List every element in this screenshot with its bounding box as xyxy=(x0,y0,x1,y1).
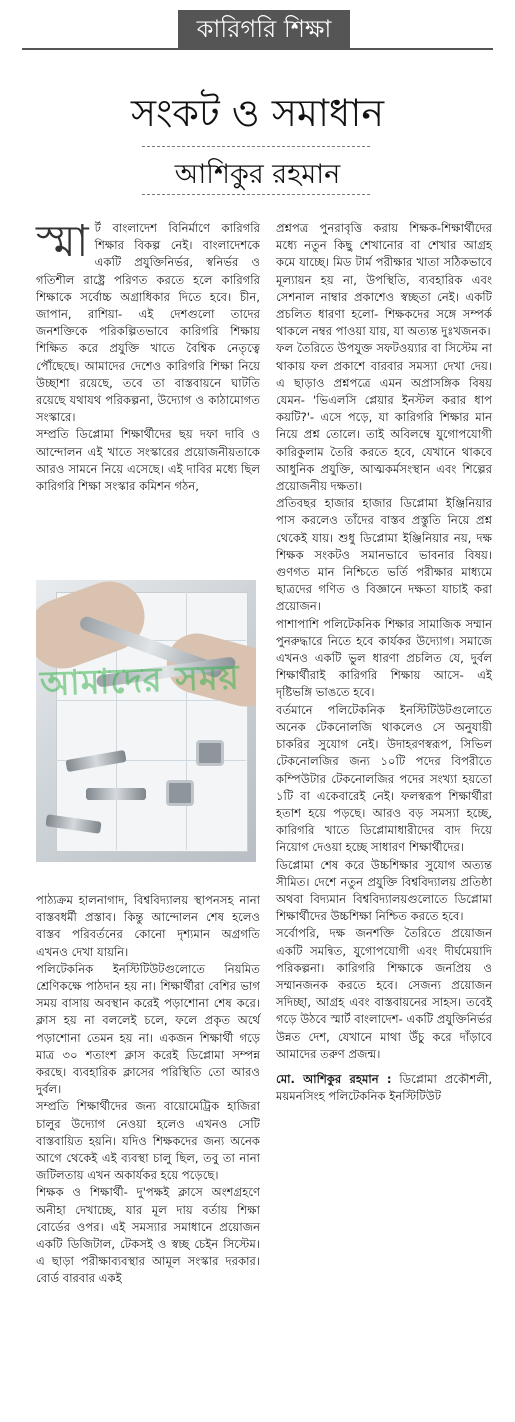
paragraph: প্রতিবছর হাজার হাজার ডিপ্লোমা ইঞ্জিনিয়ার পাস করলেও তাঁদের বাস্তব প্রস্তুতি নিয়ে প্রশ্ন থেকেই যায়। শুধু ডিপ্লোমা ইঞ্জিনিয়ার নয়, দক্ষ শিক্ষক সংকটও সমানভাবে ভাবনার বিষয়। গুণগত মান নিশ্চিতে ভর্তি পরীক্ষার মাধ্যমে ছাত্রদের গণিত ও বিজ্ঞানে দক্ষতা যাচাই করা প্রয়োজন। xyxy=(276,496,492,614)
left-column-bottom xyxy=(36,892,260,1288)
paragraph: প্রশ্নপত্র পুনরাবৃত্তি করায় শিক্ষক-শিক্ষার্থীদের মধ্যে নতুন কিছু শেখানোর বা শেখার আগ্রহ কমে যাচ্ছে। মিড টার্ম পরীক্ষার খাতা সঠিকভাবে মূল্যায়ন হয় না, উপস্থিতি, ব্যবহারিক এবং সেশনাল নাম্বার প্রকাশেও স্বচ্ছতা নেই। একটি প্রচলিত ধারণা হলো- শিক্ষকদের সঙ্গে সম্পর্ক থাকলে নম্বর পাওয়া যায়, যা অত্যন্ত দুঃখজনক। xyxy=(276,221,492,339)
paragraph: সর্বোপরি, দক্ষ জনশক্তি তৈরিতে প্রয়োজন একটি সমন্বিত, যুগোপযোগী এবং দীর্ঘমেয়াদি পরিকল্পনা। কারিগরি শিক্ষাকে জনপ্রিয় ও সম্মানজনক করতে হবে। সেজন্য প্রয়োজন সদিচ্ছা, আগ্রহ এবং বাস্তবায়নের সাহস। তবেই গড়ে উঠবে স্মার্ট বাংলাদেশ- একটি প্রযুক্তিনির্ভর উন্নত দেশ, যেখানে মাথা উঁচু করে দাঁড়াবে আমাদের তরুণ প্রজন্ম। xyxy=(276,926,492,1061)
nut-icon xyxy=(166,780,194,806)
author-divider-bottom xyxy=(142,194,370,195)
author-bio-text: ডিপ্লোমা প্রকৌশলী, ময়মনসিংহ পলিটেকনিক ইনস্টিটিউট xyxy=(276,1071,493,1104)
paragraph: বর্তমানে পলিটেকনিক ইনস্টিটিউটগুলোতে অনেক টেকনোলজি থাকলেও সে অনুযায়ী চাকরির সুযোগ নেই। উদাহরণস্বরূপ, সিভিল টেকনোলজির জন্য ১০টি পদের বিপরীতে কম্পিউটার টেকনোলজির পদের সংখ্যা হয়তো ১টি বা একেবারেই নেই। ফলস্বরূপ শিক্ষার্থীরা হতাশ হয়ে পড়ছে। আরও বড় সমস্যা হচ্ছে, কারিগরি খাতে ডিপ্লোমাধারীদের বাদ দিয়ে নিয়োগ দেওয়া হচ্ছে সাধারণ শিক্ষার্থীদের। xyxy=(276,702,492,855)
paragraph: শিক্ষক ও শিক্ষার্থী- দু'পক্ষই ক্লাসে অংশগ্রহণে অনীহা দেখাচ্ছে, যার মূল দায় বর্তায় শিক্ষা বোর্ডের ওপর। এই সমস্যার সমাধানে প্রয়োজন একটি ডিজিটাল, টেকসই ও স্বচ্ছ চেইন সিস্টেম। এ ছাড়া পরীক্ষাব্যবস্থার আমূল সংস্কার দরকার। বোর্ড বারবার একই xyxy=(36,1185,260,1286)
section-tag: কারিগরি শিক্ষা xyxy=(178,10,350,48)
author-bio xyxy=(276,1071,492,1105)
paragraph: পলিটেকনিক ইনস্টিটিউটগুলোতে নিয়মিত শ্রেণিকক্ষে পাঠদান হয় না। শিক্ষার্থীরা বেশির ভাগ সময় বাসায় অবস্থান করেই পড়াশোনা শেষ করে। ক্লাস হয় না বললেই চলে, ফলে প্রকৃত অর্থে পড়াশোনা তেমন হয় না। একজন শিক্ষার্থী গড়ে মাত্র ৩০ শতাংশ ক্লাস করেই ডিপ্লোমা সম্পন্ন করছে। ব্যবহারিক ক্লাসের পরিস্থিতি তো আরও দুর্বল। xyxy=(36,961,260,1097)
author-bio-name: মো. আশিকুর রহমান : xyxy=(276,1071,392,1086)
article-title: সংকট ও সমাধান xyxy=(130,91,385,135)
watermark-logo: আমাদের সময় xyxy=(39,657,241,705)
paragraph: ফল তৈরিতে উপযুক্ত সফটওয়্যার বা সিস্টেম না থাকায় ফল প্রকাশে বারবার সমস্যা দেখা দেয়। এ ছাড়াও প্রশ্নপত্রে এমন অপ্রাসঙ্গিক বিষয় যেমন- 'ভিএলসি প্লেয়ার ইনস্টল করার ধাপ কয়টি?'- এসে পড়ে, যা কারিগরি শিক্ষার মান নিয়ে প্রশ্ন তোলে। তাই অবিলম্বে যুগোপযোগী কারিকুলাম তৈরি করতে হবে, যেখানে থাকবে আধুনিক প্রযুক্তি, আত্মকর্মসংস্থান এবং শিল্পের প্রয়োজনীয় দক্ষতা। xyxy=(276,341,492,494)
author-divider-top xyxy=(142,146,370,147)
paragraph: সম্প্রতি শিক্ষার্থীদের জন্য বায়োমেট্রিক হাজিরা চালুর উদ্যোগ নেওয়া হলেও এখনও সেটি বাস্তবায়িত হয়নি। যদিও শিক্ষকদের জন্য অনেক আগে থেকেই এই ব্যবস্থা চালু ছিল, তবু তা নানা জটিলতায় এখন অকার্যকর হয়ে পড়েছে। xyxy=(36,1099,260,1183)
article-photo xyxy=(36,580,256,862)
header-rule xyxy=(22,48,493,50)
paragraph: ডিপ্লোমা শেষ করে উচ্চশিক্ষার সুযোগ অত্যন্ত সীমিত। দেশে নতুন প্রযুক্তি বিশ্ববিদ্যালয় প্রতিষ্ঠা অথবা বিদ্যমান বিশ্ববিদ্যালয়গুলোতে ডিপ্লোমা শিক্ষার্থীদের উচ্চশিক্ষা নিশ্চিত করতে হবে। xyxy=(276,857,492,924)
paragraph: পাঠ্যক্রম হালনাগাদ, বিশ্ববিদ্যালয় স্থাপনসহ নানা বাস্তবধর্মী প্রস্তাব। কিন্তু আন্দোলন শেষ হলেও বাস্তব পরিবর্তনের কোনো দৃশ্যমান অগ্রগতি এখনও দেখা যায়নি। xyxy=(36,893,260,959)
paragraph: পাশাপাশি পলিটেকনিক শিক্ষার সামাজিক সম্মান পুনরুদ্ধারে নিতে হবে কার্যকর উদ্যোগ। সমাজে এখনও একটি ভুল ধারণা প্রচলিত যে, দুর্বল শিক্ষার্থীরাই কারিগরি শিক্ষায় আসে- এই দৃষ্টিভঙ্গি ভাঙতে হবে। xyxy=(276,616,492,700)
paragraph: সম্প্রতি ডিপ্লোমা শিক্ষার্থীদের ছয় দফা দাবি ও আন্দোলন এই খাতে সংস্কারের প্রয়োজনীয়তাকে আরও সামনে নিয়ে এসেছে। এই দাবির মধ্যে ছিল কারিগরি শিক্ষা সংস্কার কমিশন গঠন, xyxy=(36,427,260,494)
left-column-top xyxy=(36,216,260,495)
article-author: আশিকুর রহমান xyxy=(174,159,341,190)
dropcap: স্মা xyxy=(36,216,89,267)
bolt-icon xyxy=(86,788,146,800)
nut-icon xyxy=(196,740,224,766)
paragraph: স্মা র্ট বাংলাদেশ বিনির্মাণে কারিগরি শিক্ষার বিকল্প নেই। বাংলাদেশকে একটি প্রযুক্তিনির্ভর, স্বনির্ভর ও গতিশীল রাষ্ট্রে পরিণত করতে হলে কারিগরি শিক্ষাকে সর্বোচ্চ অগ্রাধিকার দিতে হবে। চীন, জাপান, রাশিয়া- এই দেশগুলো তাদের জনশক্তিকে পরিকল্পিতভাবে কারিগরি শিক্ষায় শিক্ষিত করে প্রযুক্তি খাতে বৈশ্বিক নেতৃত্বে পৌঁছেছে। আমাদের দেশেও কারিগরি শিক্ষা নিয়ে উচ্ছাশা রয়েছে, তবে তা বাস্তবায়নে ঘাটতি রয়েছে যথাযথ পরিকল্পনা, উদ্যোগ ও কাঠামোগত সংস্কারে। xyxy=(36,216,260,425)
